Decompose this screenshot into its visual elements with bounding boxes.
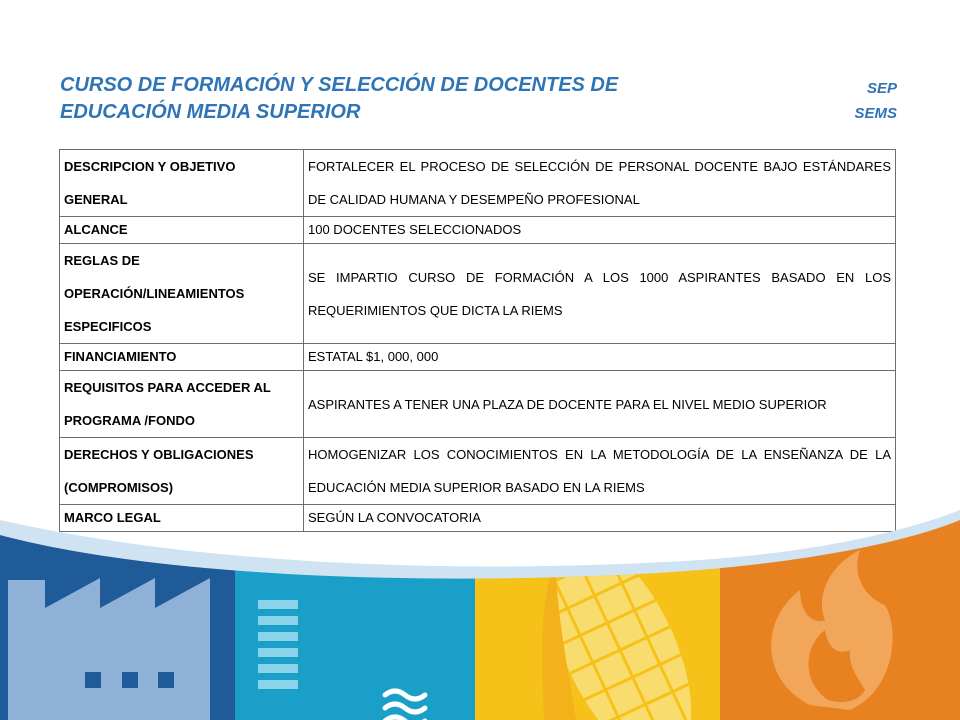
title-line-1: CURSO DE FORMACIÓN Y SELECCIÓN DE DOCENTES DE [60,74,619,96]
title-line-2: EDUCACIÓN MEDIA SUPERIOR [60,101,361,123]
row-value: SE IMPARTIO CURSO DE FORMACIÓN A LOS 1000 ASPIRANTES BASADO EN LOS REQUERIMIENTOS QUE DICTA LA RIEMS [304,244,896,344]
decorative-banner [0,500,960,720]
row-value: ESTATAL $1, 000, 000 [304,344,896,371]
row-label: FINANCIAMIENTO [60,344,304,371]
row-label: DERECHOS Y OBLIGACIONES (COMPROMISOS) [60,438,304,505]
row-label: REQUISITOS PARA ACCEDER AL PROGRAMA /FONDO [60,371,304,438]
table-row [60,371,896,438]
row-value: SEGÚN LA CONVOCATORIA [304,505,896,532]
org-label [854,76,897,126]
table-row [60,344,896,371]
table-row [60,217,896,244]
slide-title [60,72,700,126]
program-info-table [59,149,896,532]
row-value: 100 DOCENTES SELECCIONADOS [304,217,896,244]
table-row [60,150,896,217]
org-line-sems: SEMS [854,105,897,122]
row-label: DESCRIPCION Y OBJETIVO GENERAL [60,150,304,217]
row-label: REGLAS DE OPERACIÓN/LINEAMIENTOS ESPECIFICOS [60,244,304,344]
row-value: FORTALECER EL PROCESO DE SELECCIÓN DE PERSONAL DOCENTE BAJO ESTÁNDARES DE CALIDAD HUMANA Y DESEMPEÑO PROFESIONAL [304,150,896,217]
row-label: ALCANCE [60,217,304,244]
table-row [60,438,896,505]
row-value: ASPIRANTES A TENER UNA PLAZA DE DOCENTE PARA EL NIVEL MEDIO SUPERIOR [304,371,896,438]
table-row [60,244,896,344]
org-line-sep: SEP [866,80,897,97]
row-label: MARCO LEGAL [60,505,304,532]
row-value: HOMOGENIZAR LOS CONOCIMIENTOS EN LA METODOLOGÍA DE LA ENSEÑANZA DE LA EDUCACIÓN MEDIA SUPERIOR BASADO EN LA RIEMS [304,438,896,505]
